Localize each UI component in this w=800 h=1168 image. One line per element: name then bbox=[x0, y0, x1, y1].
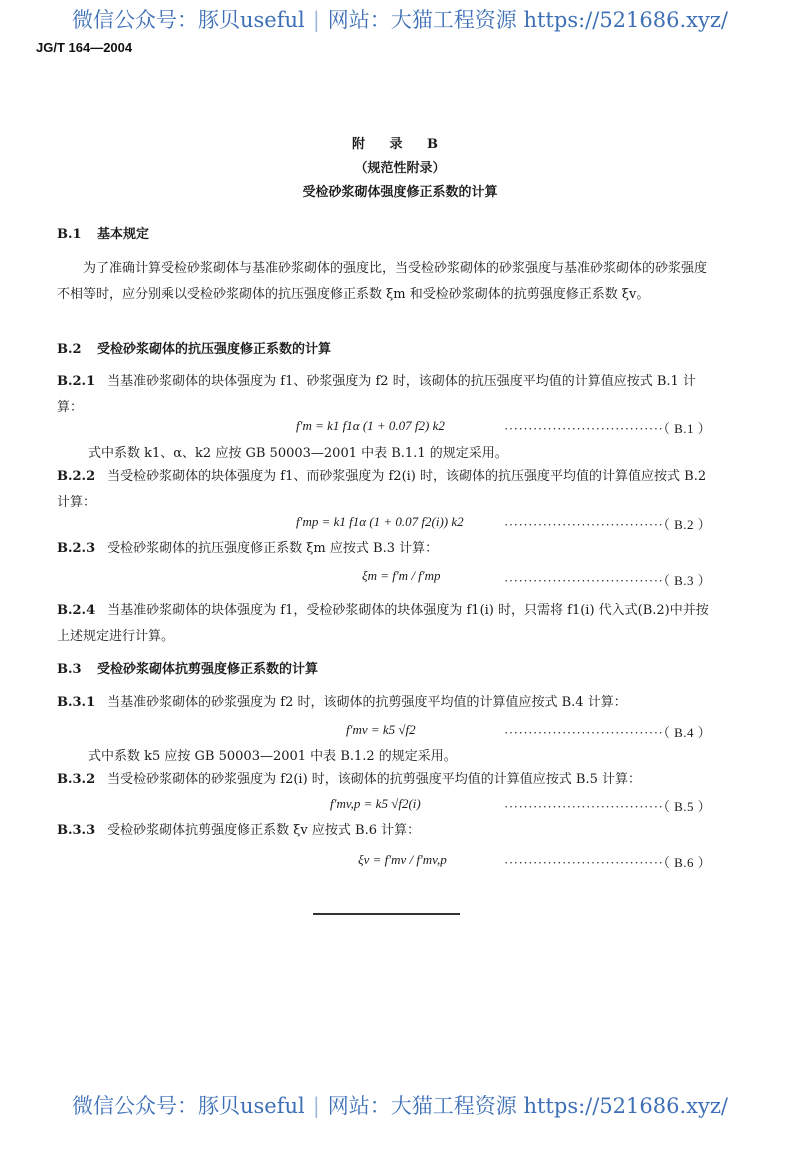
clause-text: 当受检砂浆砌体的块体强度为 f1、而砂浆强度为 f2(i) 时，该砌体的抗压强度平均值的计算值应按式 B.2 计算： bbox=[57, 469, 707, 510]
section-number: B.1 bbox=[57, 227, 82, 242]
clause-number: B.3.1 bbox=[57, 695, 96, 710]
end-rule-divider bbox=[313, 913, 460, 915]
watermark-site: 网站：大猫工程资源 https://521686.xyz/ bbox=[327, 8, 729, 32]
watermark-wechat: 微信公众号：豚贝useful bbox=[71, 1094, 305, 1118]
appendix-name: 受检砂浆砌体强度修正系数的计算 bbox=[302, 185, 498, 200]
clause-number: B.2.2 bbox=[57, 469, 96, 484]
section-b1-heading bbox=[57, 223, 149, 242]
appendix-title: 附 录 B bbox=[351, 137, 449, 152]
clause-text: 当基准砂浆砌体的块体强度为 f1，受检砂浆砌体的块体强度为 f1(i) 时，只需将 f1(i) 代入式(B.2)中并按上述规定进行计算。 bbox=[57, 603, 709, 644]
watermark-separator: | bbox=[312, 8, 320, 32]
clause-b31-note: 式中系数 k5 应按 GB 50003—2001 中表 B.1.2 的规定采用。 bbox=[88, 749, 457, 764]
appendix-type: （规范性附录） bbox=[354, 161, 446, 176]
clause-b24 bbox=[57, 598, 717, 650]
clause-b33 bbox=[57, 818, 717, 844]
section-number: B.3 bbox=[57, 662, 82, 677]
section-b2-heading bbox=[57, 338, 331, 357]
clause-number: B.3.3 bbox=[57, 823, 96, 838]
clause-b21 bbox=[57, 369, 717, 421]
watermark-bottom bbox=[0, 1090, 800, 1120]
standard-code: JG/T 164—2004 bbox=[36, 40, 133, 55]
clause-b21-note: 式中系数 k1、α、k2 应按 GB 50003—2001 中表 B.1.1 的规定采用。 bbox=[88, 446, 508, 461]
formula-b3: ξm = f′m / f′mp bbox=[362, 568, 441, 583]
clause-b22 bbox=[57, 464, 717, 516]
equation-label-b5: ·································（ B.5 ） bbox=[504, 799, 712, 814]
equation-label-b3: ·································（ B.3 ） bbox=[504, 573, 712, 588]
section-b1-text: 为了准确计算受检砂浆砌体与基准砂浆砌体的强度比，当受检砂浆砌体的砂浆强度与基准砂浆砌体的砂浆强度不相等时，应分别乘以受检砂浆砌体的抗压强度修正系数 ξm 和受检砂浆砌体的抗剪强度修正系数 ξv。 bbox=[57, 261, 708, 302]
clause-b32 bbox=[57, 767, 717, 793]
clause-number: B.3.2 bbox=[57, 772, 96, 787]
watermark-top bbox=[0, 4, 800, 34]
formula-b6: ξv = f′mv / f′mv,p bbox=[358, 852, 447, 867]
formula-b4: f′mv = k5 √f2 bbox=[346, 722, 416, 737]
clause-number: B.2.1 bbox=[57, 374, 96, 389]
formula-b5: f′mv,p = k5 √f2(i) bbox=[330, 796, 421, 811]
equation-label-b4: ·································（ B.4 ） bbox=[504, 725, 712, 740]
clause-number: B.2.4 bbox=[57, 603, 96, 618]
clause-text: 受检砂浆砌体抗剪强度修正系数 ξv 应按式 B.6 计算： bbox=[107, 823, 421, 838]
clause-b23 bbox=[57, 536, 717, 562]
clause-text: 当基准砂浆砌体的砂浆强度为 f2 时，该砌体的抗剪强度平均值的计算值应按式 B.4 计算： bbox=[107, 695, 627, 710]
clause-text: 当受检砂浆砌体的砂浆强度为 f2(i) 时，该砌体的抗剪强度平均值的计算值应按式 B.5 计算： bbox=[107, 772, 642, 787]
clause-text: 当基准砂浆砌体的块体强度为 f1、砂浆强度为 f2 时，该砌体的抗压强度平均值的计算值应按式 B.1 计算： bbox=[57, 374, 696, 415]
section-heading: 受检砂浆砌体抗剪强度修正系数的计算 bbox=[97, 662, 319, 677]
equation-label-b2: ·································（ B.2 ） bbox=[504, 517, 712, 532]
formula-b1: f′m = k1 f1α (1 + 0.07 f2) k2 bbox=[296, 418, 445, 433]
watermark-site: 网站：大猫工程资源 https://521686.xyz/ bbox=[327, 1094, 729, 1118]
clause-b31 bbox=[57, 690, 717, 716]
section-b3-heading bbox=[57, 658, 318, 677]
watermark-separator: | bbox=[312, 1094, 320, 1118]
equation-label-b1: ·································（ B.1 ） bbox=[504, 421, 712, 436]
clause-text: 受检砂浆砌体的抗压强度修正系数 ξm 应按式 B.3 计算： bbox=[107, 541, 439, 556]
clause-number: B.2.3 bbox=[57, 541, 96, 556]
formula-b2: f′mp = k1 f1α (1 + 0.07 f2(i)) k2 bbox=[296, 514, 464, 529]
equation-label-b6: ·································（ B.6 ） bbox=[504, 855, 712, 870]
section-heading: 基本规定 bbox=[97, 227, 150, 242]
watermark-wechat: 微信公众号：豚贝useful bbox=[71, 8, 305, 32]
section-heading: 受检砂浆砌体的抗压强度修正系数的计算 bbox=[97, 342, 332, 357]
section-number: B.2 bbox=[57, 342, 82, 357]
